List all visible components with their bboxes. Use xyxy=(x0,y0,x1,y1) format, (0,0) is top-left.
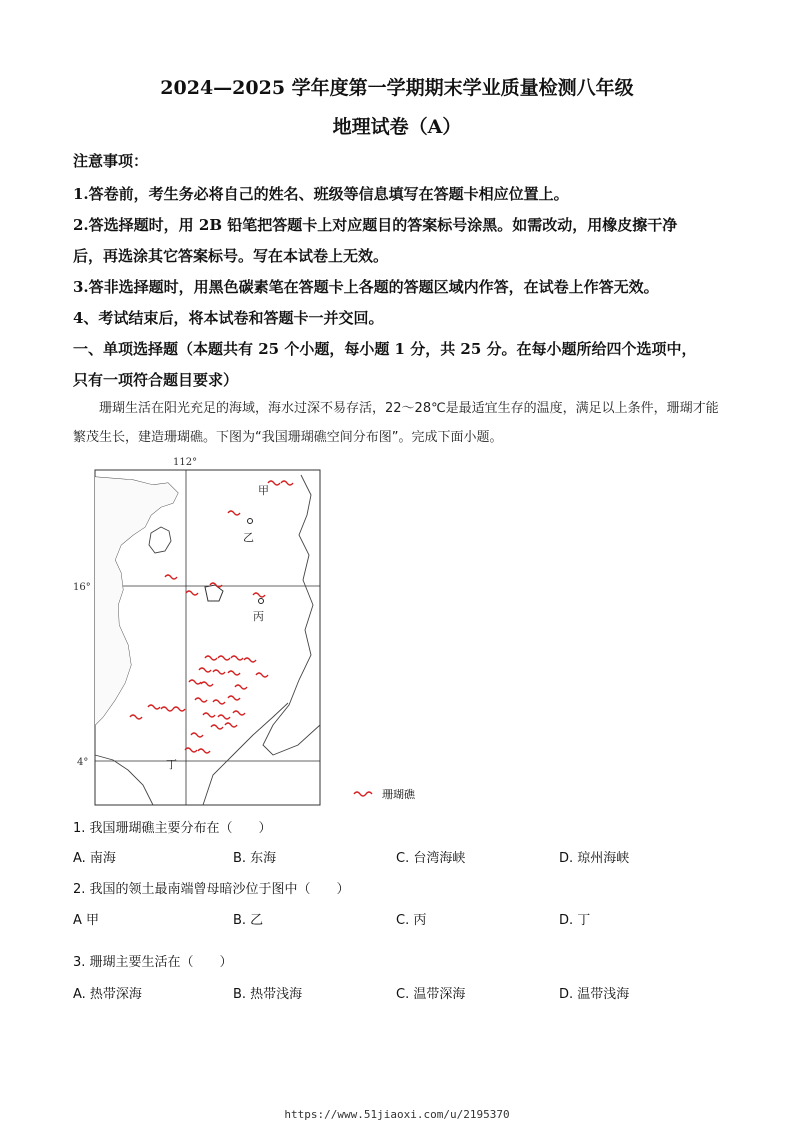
q1-option-b[interactable]: B. 东海 xyxy=(233,851,277,866)
exam-subtitle: 地理试卷（A） xyxy=(332,116,462,138)
intro-paragraph xyxy=(73,394,723,452)
footer-url[interactable]: https://www.51jiaoxi.com/u/2195370 xyxy=(284,1108,510,1121)
notice-item-2: 2.答选择题时，用 2B 铅笔把答题卡上对应题目的答案标号涂黑。如需改动，用橡皮擦干净 xyxy=(73,216,678,234)
q1-option-d[interactable]: D. 琼州海峡 xyxy=(559,851,630,866)
q3-option-b[interactable]: B. 热带浅海 xyxy=(233,987,303,1002)
notice-item-4: 4、考试结束后，将本试卷和答题卡一并交回。 xyxy=(73,309,384,327)
q3-option-d[interactable]: D. 温带浅海 xyxy=(559,987,630,1002)
q2-option-a[interactable]: A 甲 xyxy=(73,913,100,928)
notice-heading: 注意事项： xyxy=(73,152,149,170)
section-heading: 一、单项选择题（本题共有 25 个小题，每小题 1 分，共 25 分。在每小题所给四个选项中， xyxy=(73,340,697,358)
q2-option-d[interactable]: D. 丁 xyxy=(559,913,591,928)
map-legend xyxy=(352,786,415,802)
exam-title: 2024—2025 学年度第一学期期末学业质量检测八年级 xyxy=(160,77,634,99)
q3-option-a[interactable]: A. 热带深海 xyxy=(73,987,142,1002)
notice-item-3: 3.答非选择题时，用黑色碳素笔在答题卡上各题的答题区域内作答，在试卷上作答无效。 xyxy=(73,278,659,296)
place-ding: 丁 xyxy=(166,758,177,771)
lon-label-112: 112° xyxy=(173,457,198,468)
notice-item-2-cont: 后，再选涂其它答案标号。写在本试卷上无效。 xyxy=(73,247,389,265)
question-3: 3. 珊瑚主要生活在（ ） xyxy=(73,955,233,970)
lat-label-16: 16° xyxy=(73,582,91,593)
place-jia: 甲 xyxy=(258,484,269,497)
coral-reef-map xyxy=(73,455,333,810)
q1-option-a[interactable]: A. 南海 xyxy=(73,851,116,866)
legend-label: 珊瑚礁 xyxy=(382,788,415,801)
q2-option-b[interactable]: B. 乙 xyxy=(233,913,264,928)
question-1: 1. 我国珊瑚礁主要分布在（ ） xyxy=(73,821,272,836)
place-yi: 乙 xyxy=(243,531,254,544)
notice-item-1: 1.答卷前，考生务必将自己的姓名、班级等信息填写在答题卡相应位置上。 xyxy=(73,185,569,203)
intro-text: 珊瑚生活在阳光充足的海域，海水过深不易存活，22～28℃是最适宜生存的温度，满足以上条件，珊瑚才能繁茂生长，建造珊瑚礁。下图为“我国珊瑚礁空间分布图”。完成下面小题。 xyxy=(73,401,719,445)
question-2: 2. 我国的领土最南端曾母暗沙位于图中（ ） xyxy=(73,882,350,897)
lat-label-4: 4° xyxy=(77,757,89,768)
q2-option-c[interactable]: C. 丙 xyxy=(396,913,427,928)
q3-option-c[interactable]: C. 温带深海 xyxy=(396,987,466,1002)
q1-option-c[interactable]: C. 台湾海峡 xyxy=(396,851,466,866)
place-bing: 丙 xyxy=(253,610,264,623)
section-heading-cont: 只有一项符合题目要求） xyxy=(73,371,239,389)
coral-reef-legend-icon xyxy=(352,789,374,799)
